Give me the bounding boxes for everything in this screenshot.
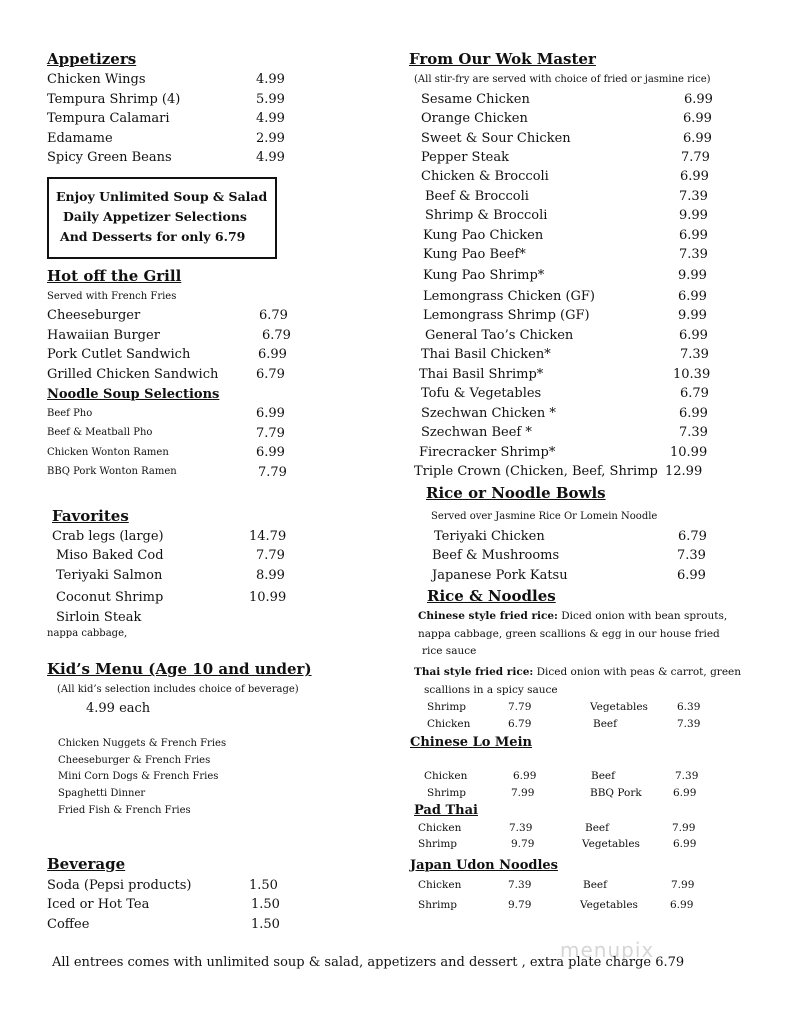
kids-item: Spaghetti Dinner xyxy=(58,788,146,799)
menu-item-name: BBQ Pork Wonton Ramen xyxy=(47,466,177,477)
menu-item-name: Sirloin Steak xyxy=(56,610,142,625)
menu-item-price: 9.99 xyxy=(679,208,708,223)
price-value: 7.99 xyxy=(672,822,696,834)
bowls-heading: Rice or Noodle Bowls xyxy=(426,484,606,502)
thai-fried-rice-desc-2: scallions in a spicy sauce xyxy=(424,684,558,696)
menu-item-price: 6.99 xyxy=(678,289,707,304)
menu-item-price: 7.39 xyxy=(680,347,709,362)
price-value: 7.99 xyxy=(671,879,695,891)
menu-item-price: 7.79 xyxy=(258,465,287,480)
menu-item-price: 4.99 xyxy=(256,72,285,87)
price-value: 7.39 xyxy=(675,770,699,782)
kids-item: Mini Corn Dogs & French Fries xyxy=(58,771,219,782)
menu-item-price: 10.99 xyxy=(249,590,287,605)
menu-item-price: 9.99 xyxy=(678,268,707,283)
menu-item-price: 6.99 xyxy=(679,406,708,421)
menu-item-price: 8.99 xyxy=(256,568,285,583)
price-label: Vegetables xyxy=(582,838,640,850)
menu-item-name: Soda (Pepsi products) xyxy=(47,878,192,893)
menu-item-price: 6.79 xyxy=(680,386,709,401)
chinese-fried-rice-label: Chinese style fried rice: xyxy=(418,610,558,622)
price-value: 6.99 xyxy=(673,787,697,799)
price-label: Chicken xyxy=(424,770,468,782)
menu-item-name: Orange Chicken xyxy=(421,111,528,126)
menu-item-price: 6.99 xyxy=(679,228,708,243)
price-label: Vegetables xyxy=(590,701,648,713)
price-label: BBQ Pork xyxy=(590,787,642,799)
price-value: 6.99 xyxy=(670,899,694,911)
price-label: Shrimp xyxy=(427,787,467,799)
menu-item-price: 7.39 xyxy=(677,548,706,563)
promo-line: Enjoy Unlimited Soup & Salad xyxy=(56,189,268,204)
menu-item-name: Teriyaki Chicken xyxy=(434,529,545,544)
menu-item-name: Chicken Wings xyxy=(47,72,146,87)
menu-item-price: 6.99 xyxy=(677,568,706,583)
price-label: Beef xyxy=(583,879,608,891)
promo-line: Daily Appetizer Selections xyxy=(63,209,247,224)
menu-item-price: 10.39 xyxy=(673,367,711,382)
menu-item-name: Iced or Hot Tea xyxy=(47,897,150,912)
price-value: 9.79 xyxy=(511,838,535,850)
menu-item-name: Lemongrass Shrimp (GF) xyxy=(423,308,590,323)
menu-item-name: Sesame Chicken xyxy=(421,92,530,107)
kids-note: (All kid’s selection includes choice of beverage) xyxy=(57,684,299,695)
menu-item-price: 6.79 xyxy=(256,367,285,382)
menu-item-name: Beef & Mushrooms xyxy=(432,548,560,563)
chinese-fried-rice-desc xyxy=(418,611,727,622)
menu-item-name: Shrimp & Broccoli xyxy=(425,208,548,223)
favorites-heading: Favorites xyxy=(52,507,129,525)
pad-thai-heading: Pad Thai xyxy=(414,803,478,818)
rice-noodles-heading: Rice & Noodles xyxy=(427,587,556,605)
menu-item-price: 4.99 xyxy=(256,111,285,126)
menu-item-price: 6.99 xyxy=(258,347,287,362)
menu-item-price: 6.99 xyxy=(256,445,285,460)
menu-item-name: Tempura Calamari xyxy=(47,111,170,126)
menu-item-price: 6.79 xyxy=(259,308,288,323)
menu-item-name: Beef & Meatball Pho xyxy=(47,427,153,438)
menu-item-name: Kung Pao Beef* xyxy=(423,247,526,262)
appetizers-heading: Appetizers xyxy=(47,50,137,68)
thai-fried-rice-text: Diced onion with peas & carrot, green xyxy=(533,666,742,678)
menu-item-name: Japanese Pork Katsu xyxy=(432,568,568,583)
price-label: Chicken xyxy=(418,879,462,891)
menu-item-price: 5.99 xyxy=(256,92,285,107)
menu-item-name: Edamame xyxy=(47,131,113,146)
beverage-heading: Beverage xyxy=(47,855,126,873)
promo-box xyxy=(47,177,277,259)
menu-item-price: 7.79 xyxy=(256,548,285,563)
menu-item-price: 10.99 xyxy=(670,445,708,460)
menu-item-price: 7.79 xyxy=(681,150,710,165)
menu-item-price: 6.79 xyxy=(262,328,291,343)
promo-line: And Desserts for only 6.79 xyxy=(60,229,246,244)
price-value: 6.99 xyxy=(673,838,697,850)
menu-item-name: Kung Pao Chicken xyxy=(423,228,544,243)
price-value: 7.79 xyxy=(508,701,532,713)
menu-item-price: 6.99 xyxy=(683,131,712,146)
stray-text: nappa cabbage, xyxy=(47,628,128,639)
price-value: 6.39 xyxy=(677,701,701,713)
menu-item-price: 12.99 xyxy=(665,464,703,479)
menu-item-price: 1.50 xyxy=(249,878,278,893)
menu-item-name: Lemongrass Chicken (GF) xyxy=(423,289,595,304)
menu-item-price: 6.99 xyxy=(680,169,709,184)
price-value: 7.39 xyxy=(677,718,701,730)
menu-item-price: 7.79 xyxy=(256,426,285,441)
menu-item-name: Sweet & Sour Chicken xyxy=(421,131,571,146)
price-value: 7.39 xyxy=(508,879,532,891)
price-value: 9.79 xyxy=(508,899,532,911)
price-label: Shrimp xyxy=(418,838,458,850)
menu-item-name: Coconut Shrimp xyxy=(56,590,164,605)
grill-note: Served with French Fries xyxy=(47,291,177,302)
thai-fried-rice-desc xyxy=(414,667,741,678)
menu-item-name: Firecracker Shrimp* xyxy=(419,445,556,460)
menu-item-name: Crab legs (large) xyxy=(52,529,164,544)
kids-price: 4.99 each xyxy=(86,701,151,716)
menu-item-name: Beef Pho xyxy=(47,408,93,419)
menu-item-name: General Tao’s Chicken xyxy=(425,328,574,343)
menu-item-name: Teriyaki Salmon xyxy=(56,568,163,583)
grill-heading: Hot off the Grill xyxy=(47,267,182,285)
menu-item-name: Grilled Chicken Sandwich xyxy=(47,367,219,382)
menu-item-name: Beef & Broccoli xyxy=(425,189,529,204)
menu-item-price: 6.99 xyxy=(679,328,708,343)
price-value: 6.99 xyxy=(513,770,537,782)
footer-note: All entrees comes with unlimited soup & salad, appetizers and dessert , extra plate charge 6.79 xyxy=(52,955,685,970)
menu-item-name: Thai Basil Shrimp* xyxy=(419,367,544,382)
price-value: 6.79 xyxy=(508,718,532,730)
kids-item: Fried Fish & French Fries xyxy=(58,805,191,816)
menu-item-price: 7.39 xyxy=(679,425,708,440)
menu-item-price: 6.99 xyxy=(683,111,712,126)
menu-item-name: Triple Crown (Chicken, Beef, Shrimp xyxy=(414,464,658,479)
menu-item-price: 6.99 xyxy=(684,92,713,107)
price-label: Shrimp xyxy=(418,899,458,911)
menu-item-price: 6.79 xyxy=(678,529,707,544)
menu-item-name: Cheeseburger xyxy=(47,308,141,323)
noodle-soup-heading: Noodle Soup Selections xyxy=(47,387,220,402)
menu-item-name: Kung Pao Shrimp* xyxy=(423,268,545,283)
menu-item-name: Pork Cutlet Sandwich xyxy=(47,347,191,362)
menu-item-price: 7.39 xyxy=(679,189,708,204)
menu-item-name: Szechwan Beef * xyxy=(421,425,532,440)
menu-item-name: Spicy Green Beans xyxy=(47,150,172,165)
price-label: Vegetables xyxy=(580,899,638,911)
price-label: Beef xyxy=(591,770,616,782)
price-value: 7.99 xyxy=(511,787,535,799)
menu-item-price: 1.50 xyxy=(251,917,280,932)
lo-mein-heading: Chinese Lo Mein xyxy=(410,735,532,750)
menu-item-name: Thai Basil Chicken* xyxy=(421,347,551,362)
price-label: Shrimp xyxy=(427,701,467,713)
watermark: menupix xyxy=(560,938,655,962)
price-label: Chicken xyxy=(427,718,471,730)
menu-item-name: Pepper Steak xyxy=(421,150,509,165)
kids-item: Chicken Nuggets & French Fries xyxy=(58,738,227,749)
chinese-fried-rice-desc-3: rice sauce xyxy=(422,645,477,657)
thai-fried-rice-label: Thai style fried rice: xyxy=(414,666,534,678)
price-label: Beef xyxy=(585,822,610,834)
menu-item-name: Chicken Wonton Ramen xyxy=(47,447,169,458)
menu-item-price: 1.50 xyxy=(251,897,280,912)
price-label: Chicken xyxy=(418,822,462,834)
menu-item-price: 9.99 xyxy=(678,308,707,323)
menu-item-name: Coffee xyxy=(47,917,90,932)
chinese-fried-rice-text: Diced onion with bean sprouts, xyxy=(557,610,728,622)
menu-item-name: Tofu & Vegetables xyxy=(421,386,542,401)
bowls-note: Served over Jasmine Rice Or Lomein Noodle xyxy=(431,511,658,522)
menu-item-price: 7.39 xyxy=(679,247,708,262)
chinese-fried-rice-desc-2: nappa cabbage, green scallions & egg in our house fried xyxy=(418,628,720,640)
udon-heading: Japan Udon Noodles xyxy=(410,858,558,873)
menu-item-price: 2.99 xyxy=(256,131,285,146)
menu-item-name: Hawaiian Burger xyxy=(47,328,160,343)
wok-note: (All stir-fry are served with choice of fried or jasmine rice) xyxy=(414,74,711,85)
price-label: Beef xyxy=(593,718,618,730)
menu-item-name: Tempura Shrimp (4) xyxy=(47,92,181,107)
menu-item-name: Szechwan Chicken * xyxy=(421,406,556,421)
wok-heading: From Our Wok Master xyxy=(409,50,596,68)
menu-item-price: 14.79 xyxy=(249,529,287,544)
menu-item-name: Miso Baked Cod xyxy=(56,548,164,563)
menu-item-price: 4.99 xyxy=(256,150,285,165)
menu-item-name: Chicken & Broccoli xyxy=(421,169,549,184)
kids-item: Cheeseburger & French Fries xyxy=(58,755,211,766)
price-value: 7.39 xyxy=(509,822,533,834)
kids-heading: Kid’s Menu (Age 10 and under) xyxy=(47,660,312,678)
menu-item-price: 6.99 xyxy=(256,406,285,421)
